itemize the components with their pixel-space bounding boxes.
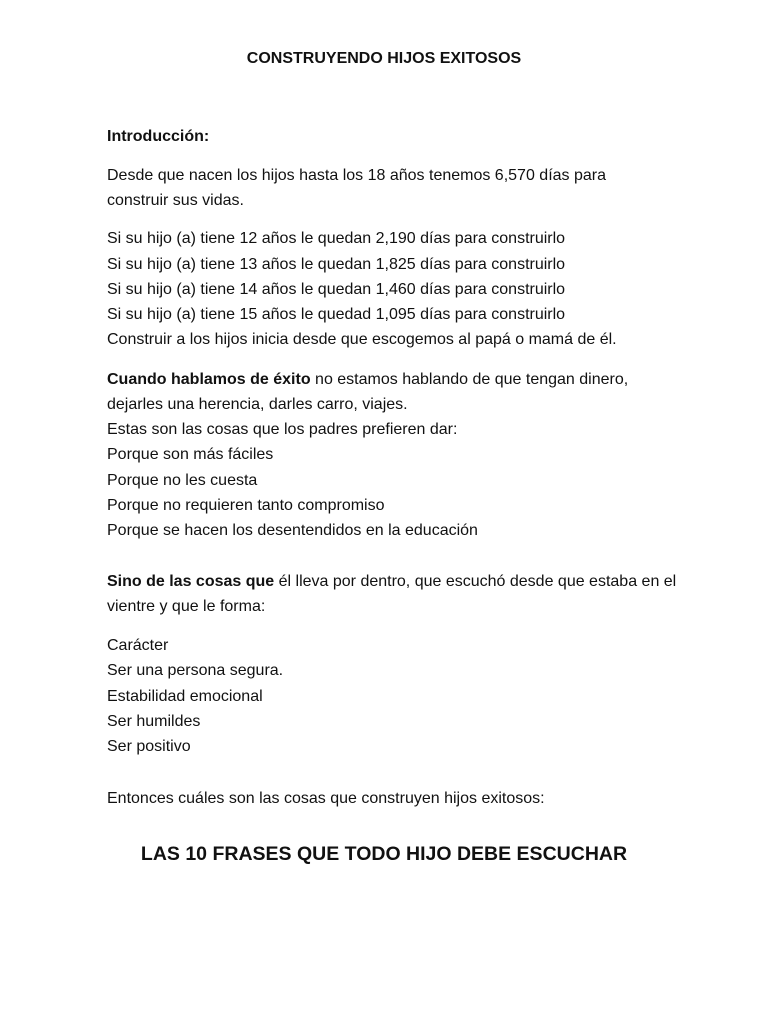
document-title: CONSTRUYENDO HIJOS EXITOSOS — [246, 50, 522, 67]
inside-paragraph-first-line — [107, 572, 676, 592]
reason-line: Porque no les cuesta — [107, 472, 258, 489]
inside-paragraph-line: vientre y que le forma: — [107, 598, 266, 615]
intro-heading: Introducción: — [107, 128, 210, 145]
reason-line: Porque se hacen los desentendidos en la educación — [107, 522, 478, 539]
closing-title: LAS 10 FRASES QUE TODO HIJO DEBE ESCUCHAR — [140, 843, 628, 865]
trait-item: Carácter — [107, 637, 169, 654]
age-line-13: Si su hijo (a) tiene 13 años le quedan 1,825 días para construirlo — [107, 256, 566, 273]
success-rest-text: no estamos hablando de que tengan dinero, — [310, 371, 629, 388]
age-line-12: Si su hijo (a) tiene 12 años le quedan 2,190 días para construirlo — [107, 230, 566, 247]
age-line-14: Si su hijo (a) tiene 14 años le quedan 1,460 días para construirlo — [107, 281, 566, 298]
construction-start-line: Construir a los hijos inicia desde que escogemos al papá o mamá de él. — [107, 331, 617, 348]
trait-item: Estabilidad emocional — [107, 688, 263, 705]
trait-item: Ser humildes — [107, 713, 201, 730]
trait-item: Ser positivo — [107, 738, 191, 755]
inside-rest-text: él lleva por dentro, que escuchó desde que estaba en el — [274, 573, 677, 590]
success-paragraph-line: dejarles una herencia, darles carro, viajes. — [107, 396, 408, 413]
question-line: Entonces cuáles son las cosas que construyen hijos exitosos: — [107, 790, 545, 807]
intro-paragraph-line: construir sus vidas. — [107, 192, 244, 209]
success-paragraph-first-line — [107, 370, 628, 390]
success-paragraph-line: Estas son las cosas que los padres prefieren dar: — [107, 421, 458, 438]
inside-bold-lead: Sino de las cosas que — [107, 573, 275, 590]
reason-line: Porque no requieren tanto compromiso — [107, 497, 385, 514]
trait-item: Ser una persona segura. — [107, 662, 284, 679]
reason-line: Porque son más fáciles — [107, 446, 274, 463]
intro-paragraph-line: Desde que nacen los hijos hasta los 18 años tenemos 6,570 días para — [107, 167, 606, 184]
age-line-15: Si su hijo (a) tiene 15 años le quedad 1,095 días para construirlo — [107, 306, 566, 323]
success-bold-lead: Cuando hablamos de éxito — [107, 371, 311, 388]
